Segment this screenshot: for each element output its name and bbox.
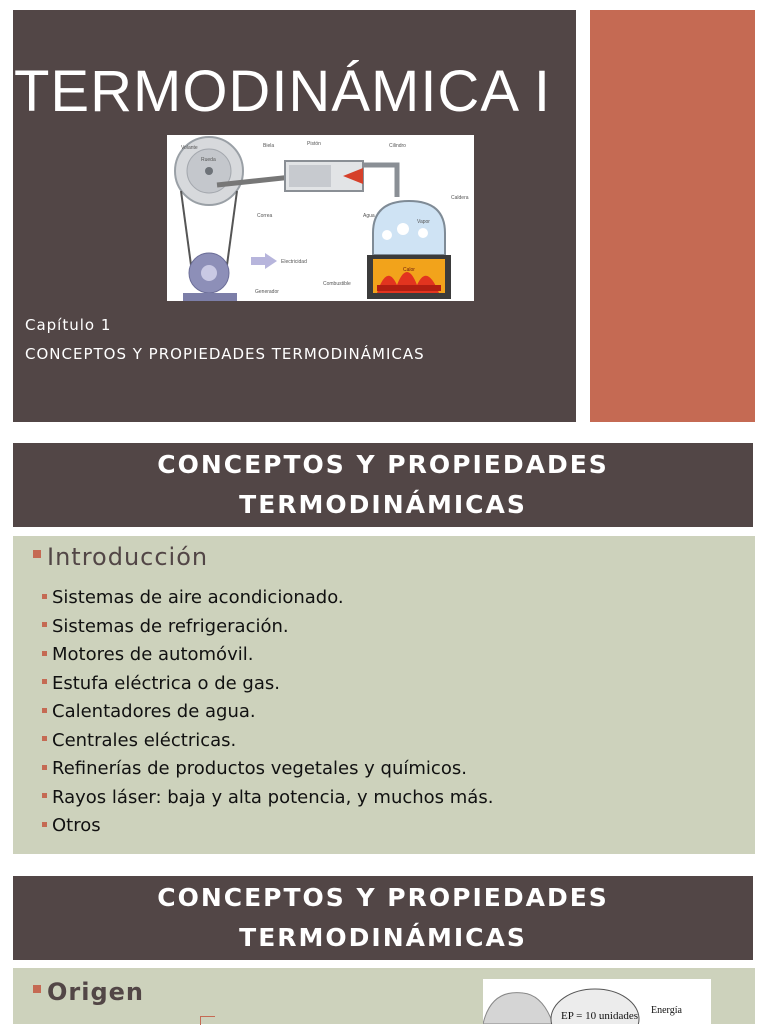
accent-block	[590, 10, 755, 422]
label-generador: Generador	[255, 289, 279, 295]
label-correa: Correa	[257, 213, 273, 219]
list-item: Otros	[42, 812, 493, 841]
steam-engine-diagram	[167, 135, 474, 301]
steam-engine-figure	[167, 135, 474, 301]
section-header-line2: TERMODINÁMICAS	[239, 490, 527, 519]
list-item: Calentadores de agua.	[42, 698, 493, 727]
label-agua: Agua	[363, 213, 375, 219]
subtitle-block	[25, 316, 425, 374]
origin-heading-text: Origen	[47, 978, 145, 1006]
energia-label: Energía	[651, 1005, 682, 1016]
list-item: Sistemas de aire acondicionado.	[42, 584, 493, 613]
section-header-2-line1: CONCEPTOS Y PROPIEDADES	[157, 883, 609, 912]
bullet-icon	[42, 736, 47, 741]
intro-heading-text: Introducción	[47, 543, 209, 571]
chapter-label: Capítulo 1	[25, 316, 112, 334]
label-combustible: Combustible	[323, 281, 351, 287]
list-item: Rayos láser: baja y alta potencia, y muchos más.	[42, 784, 493, 813]
section-header	[13, 443, 753, 527]
bullet-square-icon	[33, 985, 41, 993]
energy-figure	[483, 979, 711, 1024]
bullet-icon	[42, 651, 47, 656]
bullet-icon	[42, 765, 47, 770]
bullet-icon	[42, 822, 47, 827]
label-electricidad: Electricidad	[281, 259, 307, 265]
list-item: Sistemas de refrigeración.	[42, 613, 493, 642]
label-piston: Pistón	[307, 141, 321, 147]
bullet-icon	[42, 622, 47, 627]
intro-bullet-list	[42, 584, 493, 841]
section-header-2-line2: TERMODINÁMICAS	[239, 923, 527, 952]
bullet-icon	[42, 793, 47, 798]
label-rueda: Rueda	[201, 157, 216, 163]
origin-heading	[33, 978, 144, 1006]
main-title: TERMODINÁMICA I	[14, 59, 552, 124]
list-item: Refinerías de productos vegetales y químicos.	[42, 755, 493, 784]
bullet-square-icon	[33, 550, 41, 558]
bullet-icon	[42, 679, 47, 684]
label-biela: Biela	[263, 143, 275, 149]
list-item: Estufa eléctrica o de gas.	[42, 670, 493, 699]
list-item: Motores de automóvil.	[42, 641, 493, 670]
section-header-line1: CONCEPTOS Y PROPIEDADES	[157, 450, 609, 479]
label-cilindro: Cilindro	[389, 143, 406, 149]
bullet-icon	[42, 594, 47, 599]
energy-diagram	[483, 979, 711, 1024]
intro-heading	[33, 543, 208, 571]
label-calor: Calor	[403, 267, 415, 273]
chapter-subtitle: CONCEPTOS Y PROPIEDADES TERMODINÁMICAS	[25, 345, 425, 363]
list-item: Centrales eléctricas.	[42, 727, 493, 756]
label-vapor: Vapor	[417, 219, 430, 225]
ep-label: EP = 10 unidades	[561, 1010, 638, 1022]
bullet-icon	[42, 708, 47, 713]
label-volante: Volante	[181, 145, 198, 151]
label-caldera: Caldera	[451, 195, 469, 201]
section-header-2	[13, 876, 753, 960]
